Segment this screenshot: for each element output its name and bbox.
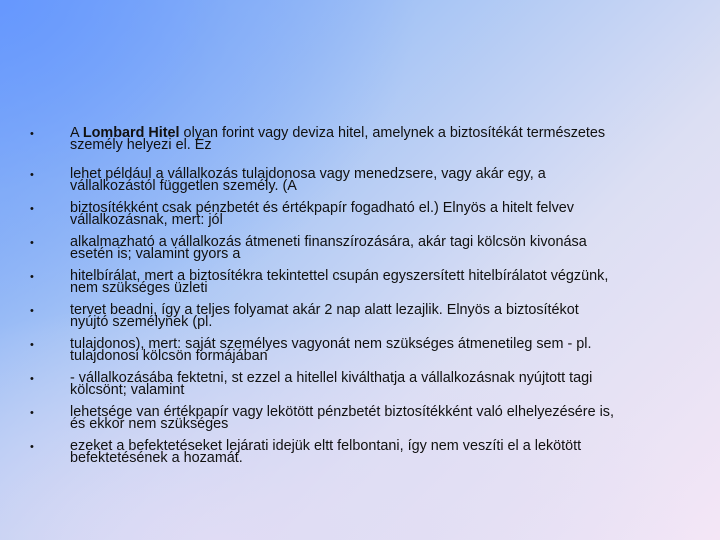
bullet-line-2: személy helyezi el. Ez bbox=[70, 136, 212, 153]
bullet-line-1: ezeket a befektetéseket lejárati idejük eltt felbontani, így nem veszíti el a lekötött bbox=[70, 438, 582, 454]
bullet-item bbox=[30, 302, 690, 330]
bullet-line-1: - vállalkozásába fektetni, st ezzel a hitellel kiválthatja a vállalkozásnak nyújtott tagi bbox=[70, 370, 593, 386]
bullet-line-1: hitelbírálat, mert a biztosítékra tekintettel csupán egyszersített hitelbírálatot végzünk, bbox=[70, 268, 609, 284]
bullet-line-2: kölcsönt; valamint bbox=[70, 381, 185, 398]
bullet-line-2: vállalkozásnak, mert: jól bbox=[70, 211, 223, 228]
bullet-item bbox=[30, 166, 690, 194]
bullet-line-2: nyújtó személynek (pl. bbox=[70, 313, 213, 330]
bullet-line-2: befektetésének a hozamát. bbox=[70, 449, 243, 466]
bullet-icon: • bbox=[30, 441, 34, 453]
bullet-line-2: vállalkozástól független személy. (A bbox=[70, 177, 297, 194]
bullet-line-2: és ekkor nem szükséges bbox=[70, 415, 229, 432]
bullet-icon: • bbox=[30, 305, 34, 317]
bullet-icon: • bbox=[30, 271, 34, 283]
bullet-item bbox=[30, 336, 690, 364]
bullet-icon: • bbox=[30, 237, 34, 249]
bullet-item bbox=[30, 268, 690, 296]
bullet-line-1: biztosítékként csak pénzbetét és értékpapír fogadható el.) Elnyös a hitelt felvev bbox=[70, 200, 574, 216]
bullet-line-1: lehet például a vállalkozás tulajdonosa vagy menedzsere, vagy akár egy, a bbox=[70, 166, 546, 182]
bullet-icon: • bbox=[30, 339, 34, 351]
bullet-item bbox=[30, 370, 690, 398]
bullet-line-2: nem szükséges üzleti bbox=[70, 279, 208, 296]
bullet-item bbox=[30, 404, 690, 432]
bullet-line-1: tulajdonos), mert: saját személyes vagyonát nem szükséges átmenetileg sem - pl. bbox=[70, 336, 592, 352]
bullet-icon: • bbox=[30, 203, 34, 215]
lombard-hitel-term: Lombard Hitel bbox=[82, 125, 180, 141]
bullet-line-1: tervet beadni, így a teljes folyamat akár 2 nap alatt lezajlik. Elnyös a biztosítékot bbox=[70, 302, 579, 318]
bullet-line-1: alkalmazható a vállalkozás átmeneti finanszírozására, akár tagi kölcsön kivonása bbox=[70, 234, 587, 250]
bullet-icon: • bbox=[30, 373, 34, 385]
bullet-icon: • bbox=[30, 169, 34, 181]
bullet-icon: • bbox=[30, 128, 34, 140]
bullet-line-1: A Lombard Hitel olyan forint vagy deviza hitel, amelynek a biztosítékát természetes bbox=[70, 125, 606, 141]
bullet-icon: • bbox=[30, 407, 34, 419]
bullet-item bbox=[30, 234, 690, 262]
slide-bullet-list bbox=[30, 125, 690, 466]
bullet-item bbox=[30, 125, 690, 153]
bullet-item bbox=[30, 438, 690, 466]
bullet-item bbox=[30, 200, 690, 228]
bullet-line-1: lehetsége van értékpapír vagy lekötött pénzbetét biztosítékként való elhelyezésére is, bbox=[70, 404, 614, 420]
bullet-line-2: tulajdonosi kölcsön formájában bbox=[70, 347, 268, 364]
bullet-line-2: esetén is; valamint gyors a bbox=[70, 245, 241, 262]
